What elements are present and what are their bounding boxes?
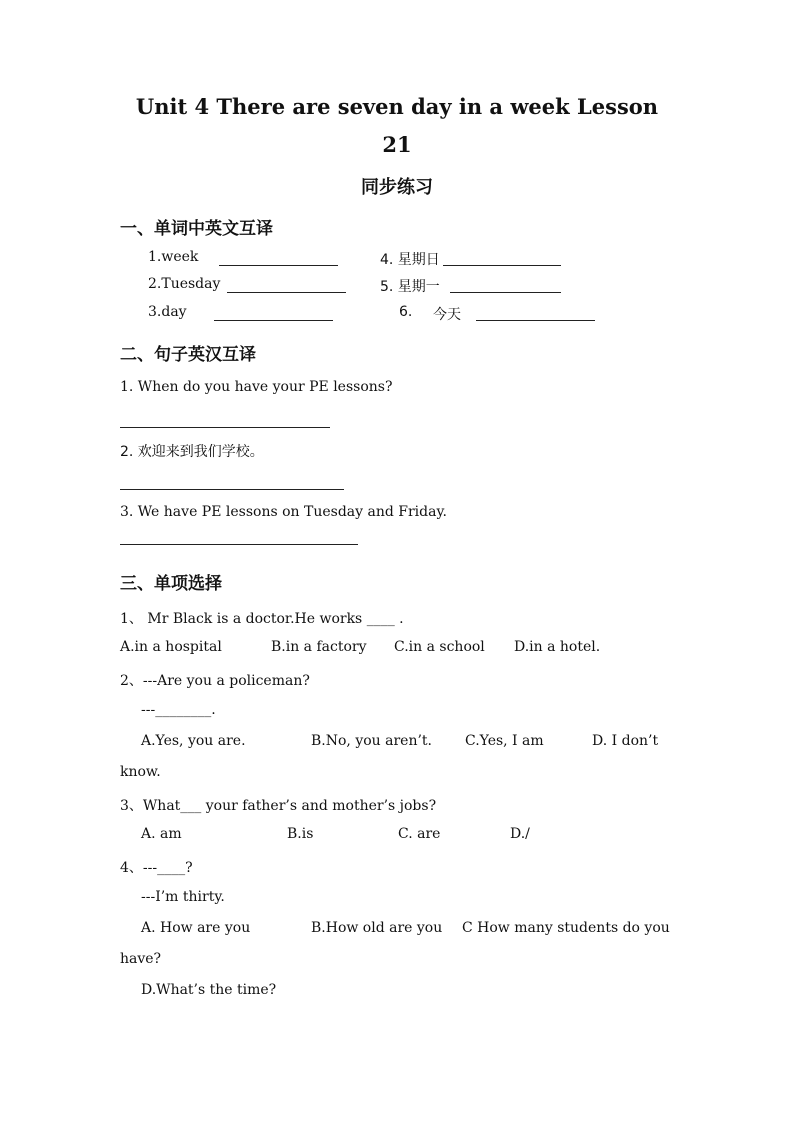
mc-q3-option-d: D./ <box>510 826 530 842</box>
section2-heading: 二、句子英汉互译 <box>120 345 256 365</box>
translation-question-2: 2. 欢迎来到我们学校。 <box>120 444 264 460</box>
mc-q2-option-d-continued: know. <box>120 764 161 780</box>
answer-blank <box>476 320 595 321</box>
word-item-6-number: 6. <box>399 304 413 320</box>
word-item-3: 3.day <box>148 304 187 320</box>
mc-q4-reply: ---I’m thirty. <box>141 889 225 905</box>
mc-q3-option-a: A. am <box>141 826 182 842</box>
mc-q2-option-b: B.No, you aren’t. <box>311 733 432 749</box>
mc-q1-option-a: A.in a hospital <box>120 639 222 655</box>
mc-q2-reply: ---________. <box>141 702 216 718</box>
section3-heading: 三、单项选择 <box>120 574 222 594</box>
translation-question-3: 3. We have PE lessons on Tuesday and Friday. <box>120 504 447 520</box>
answer-blank <box>227 292 346 293</box>
mc-q4-option-c-continued: have? <box>120 951 162 967</box>
mc-q3-option-c: C. are <box>398 826 441 842</box>
word-item-1: 1.week <box>148 249 199 265</box>
mc-q4-option-c: C How many students do you <box>462 920 670 936</box>
document-title: Unit 4 There are seven day in a week Lesson <box>135 94 659 119</box>
mc-q2-option-c: C.Yes, I am <box>465 733 544 749</box>
mc-q2-option-d: D. I don’t <box>592 733 659 749</box>
mc-q4-option-a: A. How are you <box>141 920 251 936</box>
mc-question-4: 4、---____? <box>120 860 193 876</box>
mc-q2-option-a: A.Yes, you are. <box>141 733 246 749</box>
mc-q3-option-b: B.is <box>287 826 314 842</box>
section1-heading: 一、单词中英文互译 <box>120 219 273 239</box>
document-title-line2: 21 <box>382 132 412 157</box>
answer-blank <box>443 265 561 266</box>
answer-line <box>120 427 330 428</box>
answer-blank <box>219 265 338 266</box>
translation-question-1: 1. When do you have your PE lessons? <box>120 379 393 395</box>
mc-q4-option-d: D.What’s the time? <box>141 982 277 998</box>
mc-question-1: 1、 Mr Black is a doctor.He works ____ . <box>120 611 404 627</box>
word-item-6: 今天 <box>433 307 461 323</box>
answer-blank <box>450 292 561 293</box>
mc-question-3: 3、What___ your father’s and mother’s jobs? <box>120 798 437 814</box>
answer-line <box>120 489 344 490</box>
word-item-5: 5. 星期一 <box>380 279 440 295</box>
answer-blank <box>214 320 333 321</box>
mc-q1-option-b: B.in a factory <box>271 639 367 655</box>
word-item-4: 4. 星期日 <box>380 252 440 268</box>
mc-q1-option-d: D.in a hotel. <box>514 639 601 655</box>
word-item-2: 2.Tuesday <box>148 276 221 292</box>
document-subtitle: 同步练习 <box>361 177 433 198</box>
mc-q4-option-b: B.How old are you <box>311 920 443 936</box>
mc-q1-option-c: C.in a school <box>394 639 485 655</box>
mc-question-2: 2、---Are you a policeman? <box>120 673 310 689</box>
answer-line <box>120 544 358 545</box>
